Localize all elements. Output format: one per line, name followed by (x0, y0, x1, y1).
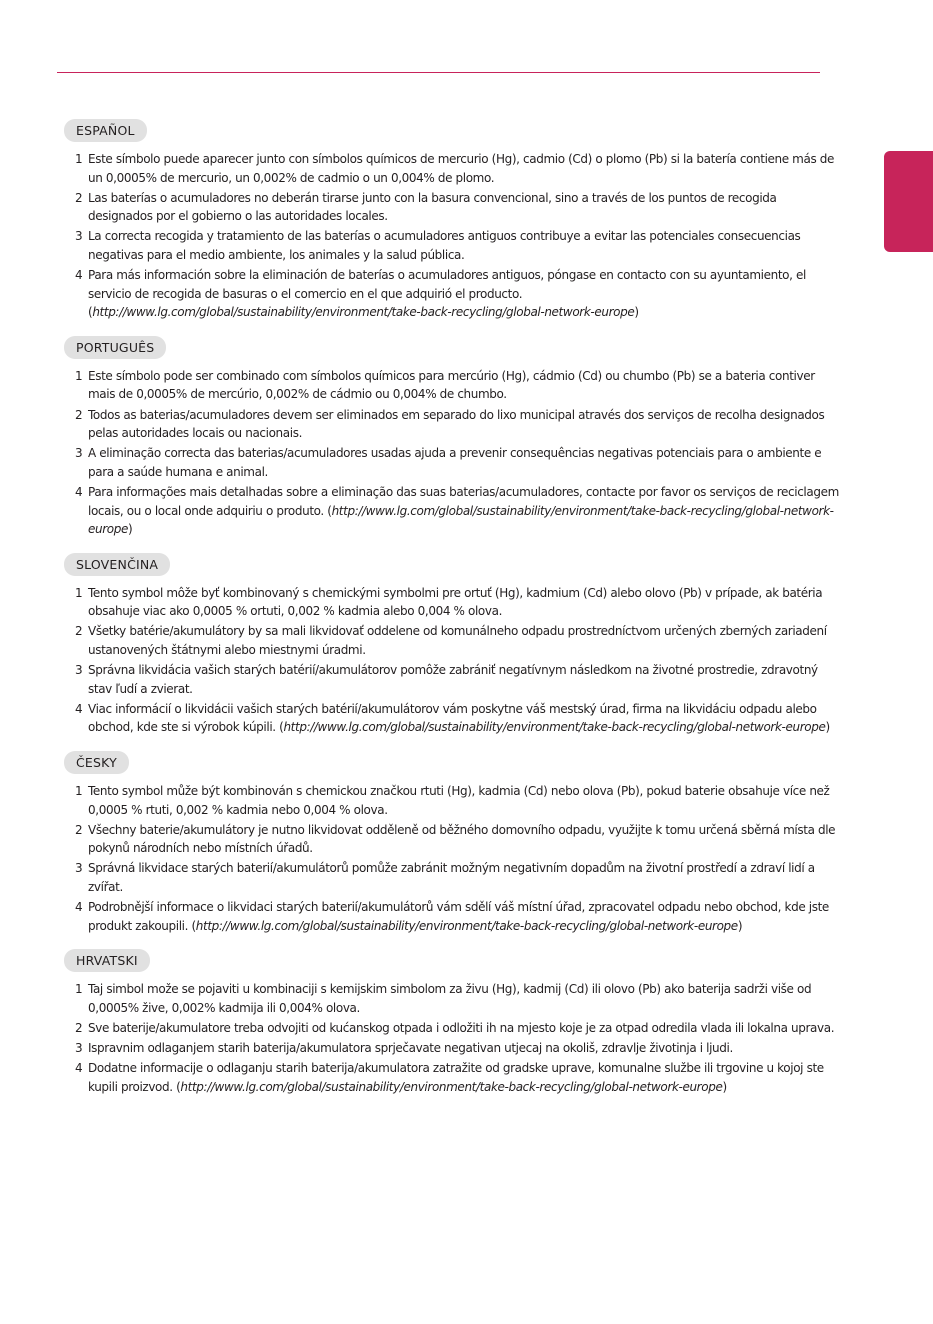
item-text: Podrobnější informace o likvidaci starých baterií/akumulátorů vám sdělí váš místní úřad, zpracovatel odpadu nebo obchod, kde jste produkt zakoupili. ( (88, 900, 829, 933)
item-number: 4 (75, 900, 83, 914)
item-text: La correcta recogida y tratamiento de las baterías o acumuladores antiguos contribuye a evitar las potenciales consecuencias negativas para el medio ambiente, los animales y la salud pública. (88, 229, 801, 262)
item-number: 2 (75, 822, 83, 837)
list-item (64, 622, 844, 659)
item-link[interactable]: http://www.lg.com/global/sustainability/environment/take-back-recycling/global-network-europe (88, 503, 834, 537)
item-text: Para más información sobre la eliminación de baterías o acumuladores antiguos, póngase en contacto con su ayuntamiento, el servicio de recogida de basuras o el comercio en el que adquirió el producto. ( (88, 268, 806, 320)
item-list (64, 150, 844, 322)
section-title: ESPAÑOL (64, 119, 147, 142)
language-section-1 (64, 336, 844, 539)
list-item (64, 584, 844, 621)
list-item (64, 150, 844, 187)
item-text-end: ) (127, 522, 133, 537)
list-item (64, 859, 844, 896)
item-number: 1 (75, 982, 83, 997)
item-text-end: ) (825, 720, 830, 735)
language-section-4 (64, 949, 844, 1096)
header-rule (57, 72, 820, 73)
list-item (64, 266, 844, 322)
item-text: Správná likvidace starých baterií/akumulátorů pomůže zabránit možným negativním dopadům na životní prostředí a zdraví lidí a zvířat. (88, 861, 815, 894)
item-number: 3 (75, 229, 83, 244)
item-number: 1 (75, 783, 83, 798)
item-text: Este símbolo puede aparecer junto con símbolos químicos de mercurio (Hg), cadmio (Cd) o plomo (Pb) si la batería contiene más de un 0,0005% de mercurio, un 0,002% de cadmio o un 0,004% de plomo. (88, 152, 835, 185)
item-text: Para informações mais detalhadas sobre a eliminação das suas baterias/acumuladores, contacte por favor os serviços de reciclagem locais, ou o local onde adquiriu o produto. ( (88, 484, 839, 518)
item-text: Viac informácií o likvidácii vašich starých batérií/akumulátorov vám poskytne váš mestský úrad, firma na likvidáciu odpadu alebo obchod, kde ste si výrobok kúpili. ( (88, 701, 817, 735)
list-item (64, 898, 844, 935)
item-text: Všetky batérie/akumulátory by sa mali likvidovať oddelene od komunálneho odpadu prostredníctvom určených zberných zariadení ustanovených štátnymi alebo miestnymi úradmi. (88, 624, 827, 657)
item-number: 4 (75, 268, 83, 283)
item-link[interactable]: http://www.lg.com/global/sustainability/environment/take-back-recycling/global-network-europe (92, 305, 635, 320)
item-number: 3 (75, 861, 83, 876)
section-title: SLOVENČINA (64, 553, 170, 576)
item-number: 2 (75, 624, 83, 639)
item-text: Este símbolo pode ser combinado com símbolos químicos para mercúrio (Hg), cádmio (Cd) ou chumbo (Pb) se a bateria contiver mais de 0,0005% de mercúrio, 0,002% de cádmio ou 0,004% de chumbo. (88, 368, 815, 402)
list-item (64, 227, 844, 264)
item-text: Správna likvidácia vašich starých batérií/akumulátorov pomôže zabrániť negatívnym následkom na životné prostredie, zdravotný stav ľudí a zvierat. (88, 663, 818, 696)
document-body (64, 119, 844, 1110)
list-item (64, 483, 844, 539)
section-title: PORTUGUÊS (64, 336, 166, 359)
item-list (64, 584, 844, 737)
section-title: ČESKY (64, 751, 129, 774)
item-text-end: ) (634, 305, 639, 320)
item-text-end: ) (737, 918, 743, 933)
list-item (64, 444, 844, 481)
item-text: Všechny baterie/akumulátory je nutno likvidovat odděleně od běžného domovního odpadu, využijte k tomu určená sběrná místa dle pokynů národních nebo místních úřadů. (88, 822, 836, 856)
list-item (64, 661, 844, 698)
language-section-0 (64, 119, 844, 322)
item-number: 1 (75, 585, 83, 600)
list-item (64, 189, 844, 226)
item-number: 3 (75, 446, 83, 461)
item-number: 1 (75, 152, 83, 166)
item-text: Todos as baterias/acumuladores devem ser eliminados em separado do lixo municipal através dos serviços de recolha designados pelas autoridades locais ou nacionais. (88, 407, 825, 441)
item-number: 2 (75, 1020, 83, 1035)
language-side-tab (884, 151, 933, 252)
language-section-3 (64, 751, 844, 935)
item-text: Tento symbol môže byť kombinovaný s chemickými symbolmi pre ortuť (Hg), kadmium (Cd) alebo olovo (Pb) v prípade, ak batéria obsahuje viac ako 0,0005 % ortuti, 0,002 % kadmia alebo 0,004 % olova. (88, 585, 823, 619)
list-item (64, 700, 844, 737)
item-text: Tento symbol může být kombinován s chemickou značkou rtuti (Hg), kadmia (Cd) nebo olova (Pb), pokud baterie obsahuje více než 0,0005 % rtuti, 0,002 % kadmia nebo 0,004 % olova. (88, 783, 830, 817)
item-link[interactable]: http://www.lg.com/global/sustainability/environment/take-back-recycling/global-network-europe (180, 1079, 723, 1094)
item-text-end: ) (722, 1079, 727, 1094)
list-item (64, 782, 844, 819)
item-number: 4 (75, 701, 83, 716)
list-item (64, 821, 844, 858)
list-item (64, 980, 844, 1017)
item-text: Sve baterije/akumulatore treba odvojiti od kućanskog otpada i odložiti ih na mjesto koje je za otpad odredila vlada ili lokalna uprava. (88, 1020, 835, 1035)
item-text: Ispravnim odlaganjem starih baterija/akumulatora sprječavate negativan utjecaj na okoliš, zdravlje životinja i ljudi. (88, 1040, 733, 1055)
section-title: HRVATSKI (64, 949, 150, 972)
list-item (64, 1019, 844, 1038)
item-link[interactable]: http://www.lg.com/global/sustainability/environment/take-back-recycling/global-network-europe (283, 720, 826, 735)
language-section-2 (64, 553, 844, 737)
list-item (64, 1059, 844, 1096)
item-list (64, 367, 844, 539)
item-list (64, 782, 844, 935)
item-link[interactable]: http://www.lg.com/global/sustainability/environment/take-back-recycling/global-network-europe (195, 918, 738, 933)
item-list (64, 980, 844, 1096)
item-number: 2 (75, 407, 83, 422)
item-number: 1 (75, 368, 83, 383)
item-number: 2 (75, 190, 83, 205)
list-item (64, 367, 844, 404)
item-number: 4 (75, 484, 83, 499)
item-number: 3 (75, 663, 83, 678)
list-item (64, 406, 844, 443)
item-text: A eliminação correcta das baterias/acumuladores usadas ajuda a prevenir consequências negativas potenciais para o ambiente e para a saúde humana e animal. (88, 446, 822, 479)
item-text: Dodatne informacije o odlaganju starih baterija/akumulatora zatražite od gradske uprave, komunalne službe ili trgovine u kojoj ste kupili proizvod. ( (88, 1061, 824, 1094)
item-text: Taj simbol može se pojaviti u kombinaciji s kemijskim simbolom za živu (Hg), kadmij (Cd) ili olovo (Pb) ako baterija sadrži više od 0,0005% žive, 0,002% kadmija ili 0,004% olova. (88, 982, 812, 1015)
list-item (64, 1039, 844, 1058)
item-text: Las baterías o acumuladores no deberán tirarse junto con la basura convencional, sino a través de los puntos de recogida designados por el gobierno o las autoridades locales. (88, 190, 777, 224)
item-number: 4 (75, 1061, 83, 1076)
item-number: 3 (75, 1040, 83, 1055)
